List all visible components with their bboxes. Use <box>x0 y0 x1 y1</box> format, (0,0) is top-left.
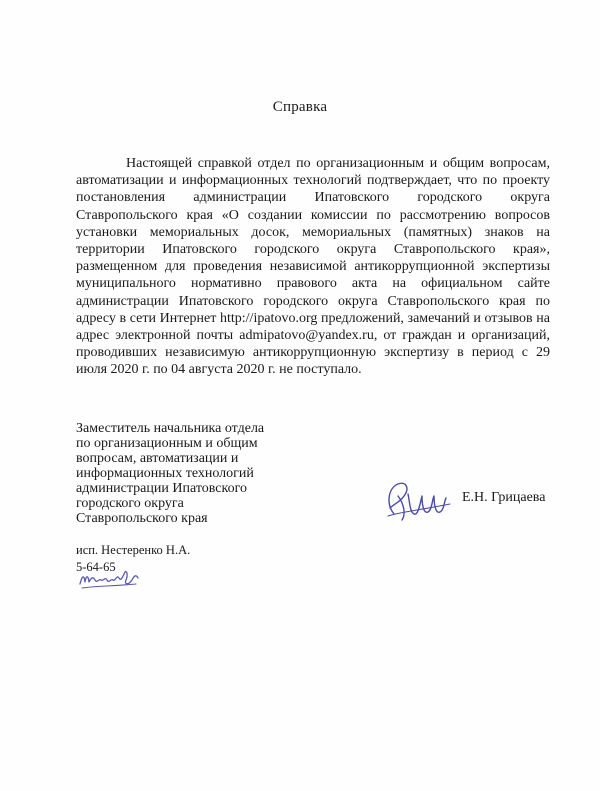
handwritten-signature-icon <box>380 474 458 526</box>
signatory-position-line: администрации Ипатовского <box>76 481 247 496</box>
signatory-position-line: информационных технологий <box>76 466 254 481</box>
signatory-position-line: Ставропольского края <box>76 511 208 526</box>
executor-phone: 5-64-65 <box>76 560 116 574</box>
signatory-position-line: вопросам, автоматизации и <box>76 451 239 466</box>
signatory-position-line: по организационным и общим <box>76 436 258 451</box>
document-title: Справка <box>272 99 328 115</box>
signatory-position <box>76 421 306 526</box>
signatory-position-line: городского округа <box>76 496 184 511</box>
signatory-position-line: Заместитель начальника отдела <box>76 421 265 436</box>
document-body: Настоящей справкой отдел по организационным и общим вопросам, автоматизации и информационных технологий подтверждает, что по проекту постановления администрации Ипатовского городского округа Ставропольского края «О создании комиссии по рассмотрению вопросов установки мемориальных досок, мемориальных (памятных) знаков на территории Ипатовского городского округа Ставропольского края», размещенном для проведения независимой антикоррупционной экспертизы муниципального нормативно правового акта на официальном сайте администрации Ипатовского городского округа Ставропольского края по адресу в сети Интернет http://ipatovo.org предложений, замечаний и отзывов на адрес электронной почты admipatovo@yandex.ru, от граждан и организаций, проводивших независимую антикоррупционную экспертизу в период с 29 июля 2020 г. по 04 августа 2020 г. не поступало. <box>76 156 550 378</box>
executor-signature-icon <box>76 564 144 592</box>
signer-name: Е.Н. Грицаева <box>462 490 546 505</box>
executor-name: исп. Нестеренко Н.А. <box>76 543 191 557</box>
